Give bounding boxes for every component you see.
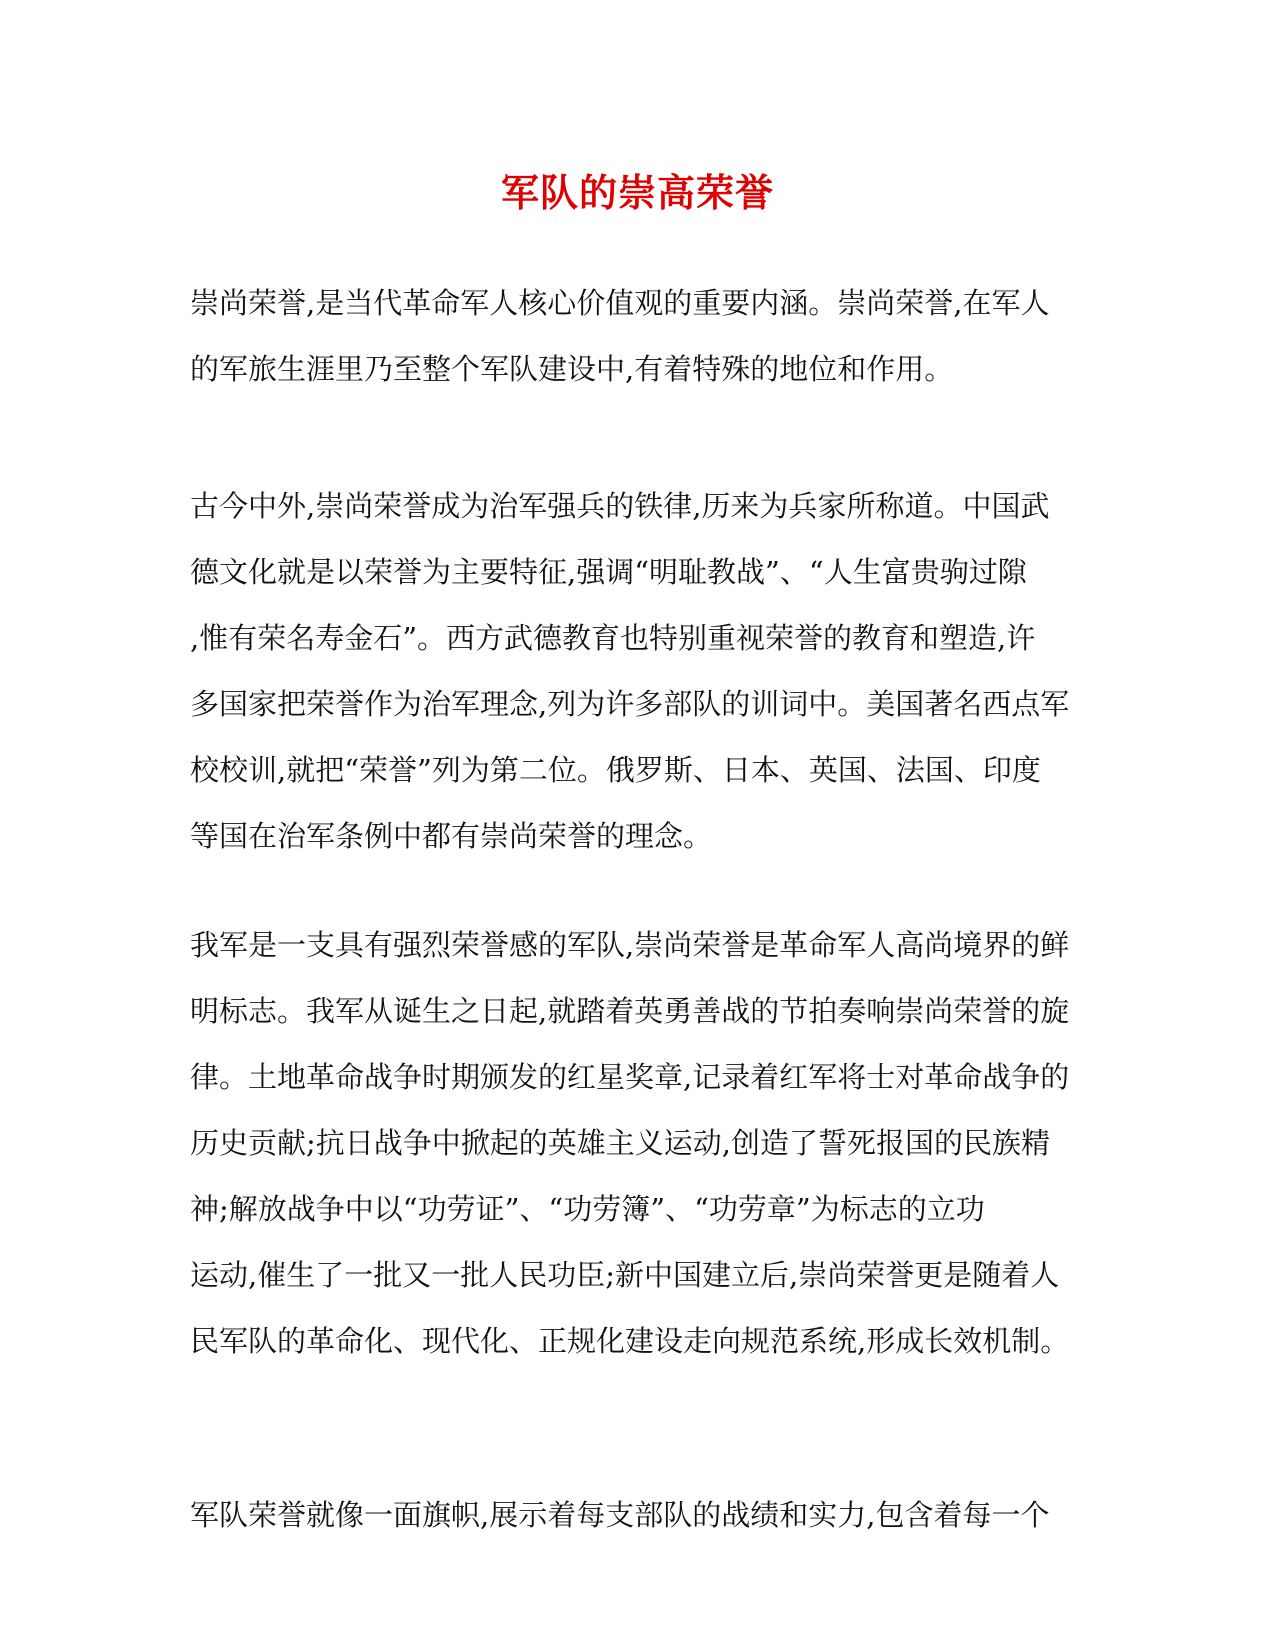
paragraph-line: 民军队的革命化、现代化、正规化建设走向规范系统,形成长效机制。 <box>190 1324 1070 1358</box>
paragraph-2 <box>190 473 1080 869</box>
document-title: 军队的崇高荣誉 <box>500 170 774 215</box>
paragraph-line: 神;解放战争中以“功劳证”、“功劳簿”、“功劳章”为标志的立功 <box>190 1192 985 1226</box>
paragraph-3 <box>190 912 1080 1374</box>
paragraph-line: 运动,催生了一批又一批人民功臣;新中国建立后,崇尚荣誉更是随着人 <box>190 1258 1060 1292</box>
paragraph-1 <box>190 270 1080 402</box>
paragraph-line: 的军旅生涯里乃至整个军队建设中,有着特殊的地位和作用。 <box>190 352 954 386</box>
paragraph-line: 校校训,就把“荣誉”列为第二位。俄罗斯、日本、英国、法国、印度 <box>190 753 1041 787</box>
paragraph-line: 历史贡献;抗日战争中掀起的英雄主义运动,创造了誓死报国的民族精 <box>190 1126 1050 1160</box>
paragraph-line: 律。土地革命战争时期颁发的红星奖章,记录着红军将士对革命战争的 <box>190 1060 1070 1094</box>
paragraph-line: 德文化就是以荣誉为主要特征,强调“明耻教战”、“人生富贵驹过隙 <box>190 555 1027 589</box>
paragraph-line: 多国家把荣誉作为治军理念,列为许多部队的训词中。美国著名西点军 <box>190 687 1070 721</box>
paragraph-line: 明标志。我军从诞生之日起,就踏着英勇善战的节拍奏响崇尚荣誉的旋 <box>190 994 1070 1028</box>
paragraph-line: 古今中外,崇尚荣誉成为治军强兵的铁律,历来为兵家所称道。中国武 <box>190 489 1050 523</box>
paragraph-4 <box>190 1482 1080 1548</box>
paragraph-line: 我军是一支具有强烈荣誉感的军队,崇尚荣誉是革命军人高尚境界的鲜 <box>190 928 1070 962</box>
paragraph-line: 等国在治军条例中都有崇尚荣誉的理念。 <box>190 819 713 853</box>
paragraph-line: 军队荣誉就像一面旗帜,展示着每支部队的战绩和实力,包含着每一个 <box>190 1498 1050 1532</box>
paragraph-line: ,惟有荣名寿金石”。西方武德教育也特别重视荣誉的教育和塑造,许 <box>190 621 1036 655</box>
paragraph-line: 崇尚荣誉,是当代革命军人核心价值观的重要内涵。崇尚荣誉,在军人 <box>190 286 1050 320</box>
